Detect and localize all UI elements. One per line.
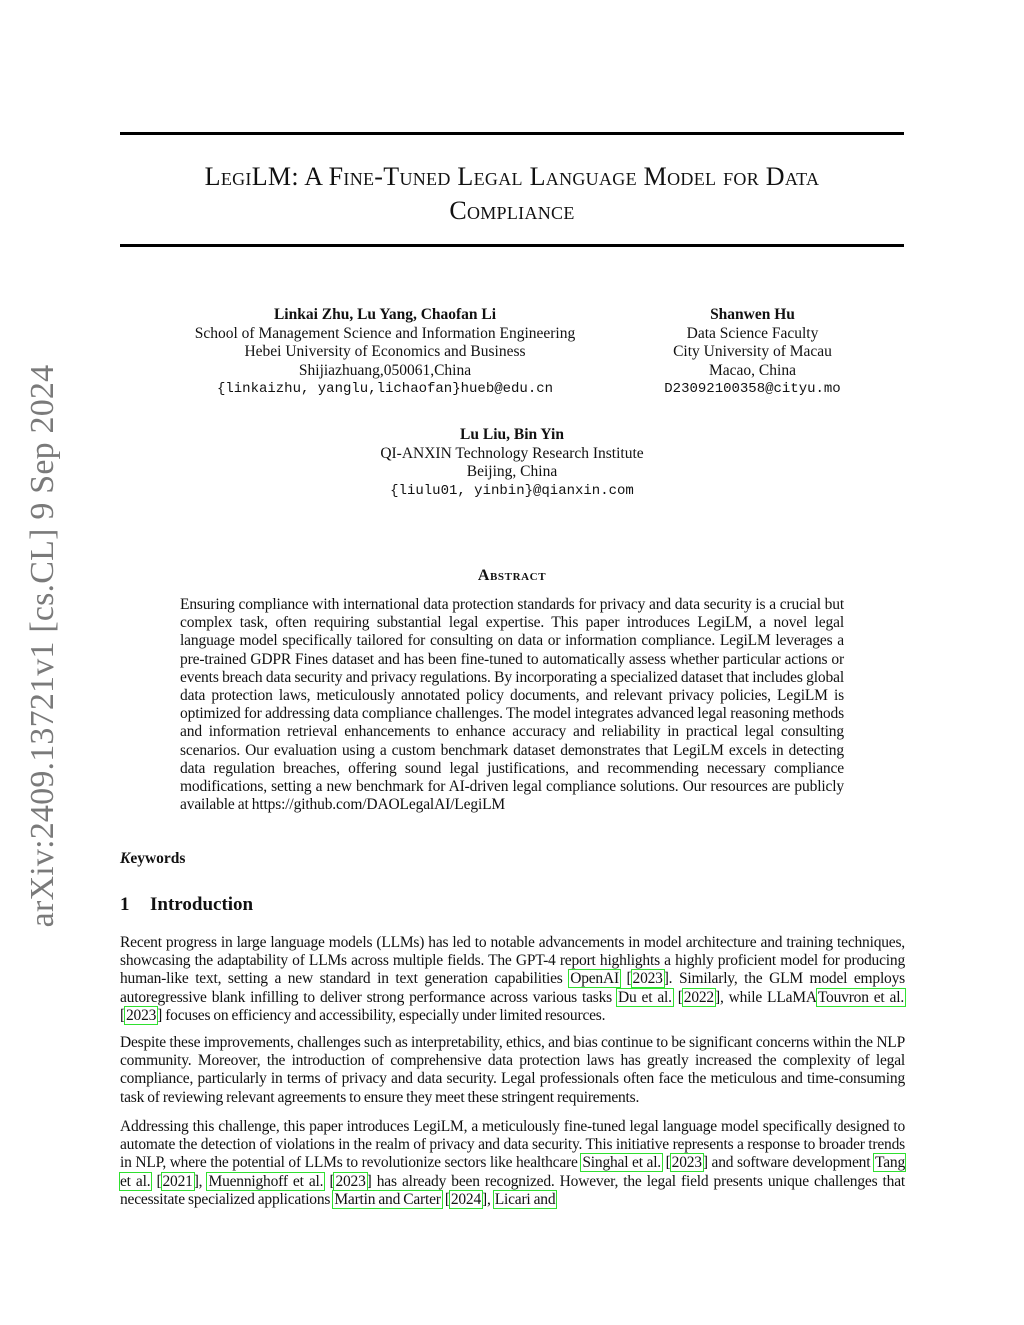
citation-year-link[interactable]: 2023 (125, 1006, 157, 1024)
section-heading-introduction (120, 894, 253, 916)
paragraph-text: [ (619, 970, 632, 988)
intro-paragraph-1 (120, 934, 905, 1025)
author-location: Beijing, China (466, 463, 558, 480)
author-affiliation: Hebei University of Economics and Business (244, 343, 526, 360)
citation-link[interactable]: Touvron et al. (817, 988, 905, 1006)
author-block-2 (640, 306, 865, 399)
paragraph-text: ] has already been recognized. However, the legal field presents unique challenges that necessitate specialized applications (120, 1172, 905, 1208)
author-location: Shijiazhuang,050061,China (298, 361, 472, 379)
citation-year-link[interactable]: 2024 (450, 1190, 482, 1208)
title-rule-bottom (120, 244, 904, 247)
author-affiliation: QI-ANXIN Technology Research Institute (380, 444, 644, 462)
paper-title (100, 160, 924, 228)
paragraph-text: ], (193, 1172, 208, 1190)
abstract-heading: Abstract (477, 567, 547, 584)
intro-paragraph-2: Despite these improvements, challenges such as interpretability, ethics, and bias continue to be significant concerns within the NLP community. Moreover, the introduction of comprehensive data protection laws has greatly increased the complexity of legal compliance, particularly in terms of privacy and data security. Legal professionals often face the meticulous and time-consuming task of reviewing relevant agreements to ensure they meet these stringent requirements. (120, 1034, 905, 1106)
author-names: Lu Liu, Bin Yin (460, 426, 564, 443)
author-names: Linkai Zhu, Lu Yang, Chaofan Li (273, 306, 497, 323)
citation-link[interactable]: OpenAI (570, 970, 619, 988)
intro-paragraph-3 (120, 1118, 905, 1209)
paragraph-text: [ (661, 1154, 671, 1172)
citation-year-link[interactable]: 2021 (162, 1172, 193, 1190)
author-names: Shanwen Hu (710, 306, 795, 323)
author-location: Macao, China (709, 361, 796, 379)
author-affiliation: City University of Macau (673, 343, 832, 360)
title-line-1: LegiLM: A Fine-Tuned Legal Language Model for Data (204, 162, 820, 191)
section-number: 1 (120, 894, 130, 915)
citation-year-link[interactable]: 2022 (683, 988, 714, 1006)
keywords-initial: K (120, 850, 131, 867)
paragraph-text: ] and software development (702, 1154, 875, 1172)
paragraph-text: Addressing this challenge, this paper introduces LegiLM, a meticulously fine-tuned legal language model specifically designed to automate the detection of violations in the realm of privacy and data security. This initiative represents a response to broader trends in NLP, where the potential of LLMs to revolutionize sectors like healthcare (120, 1118, 905, 1172)
paragraph-text: [ (441, 1190, 450, 1208)
title-rule-top (120, 132, 904, 135)
author-affiliation: School of Management Science and Information Engineering (194, 324, 576, 342)
author-email: {linkaizhu, yanglu,lichaofan}hueb@edu.cn (216, 381, 554, 397)
paragraph-text: ], (482, 1190, 494, 1208)
section-title: Introduction (150, 894, 254, 915)
citation-year-link[interactable]: 2023 (671, 1154, 702, 1172)
paragraph-text: [ (324, 1172, 335, 1190)
paragraph-text: ] focuses on efficiency and accessibility, especially under limited resources. (157, 1006, 606, 1024)
citation-link[interactable]: Muennighoff et al. (208, 1172, 324, 1190)
citation-link[interactable]: Tang et al. (120, 1154, 905, 1190)
paragraph-text: ], while LLaMA (714, 988, 817, 1006)
author-block-3 (330, 426, 694, 500)
title-line-2: Compliance (449, 196, 575, 225)
arxiv-identifier: arXiv:2409.13721v1 [cs.CL] 9 Sep 2024 (24, 364, 61, 928)
author-block-1 (170, 306, 600, 399)
paragraph-text: [ (120, 1006, 125, 1024)
author-email: {liulu01, yinbin}@qianxin.com (390, 482, 634, 499)
author-email: D23092100358@cityu.mo (664, 381, 841, 397)
paragraph-text: [ (672, 988, 683, 1006)
abstract-text: Ensuring compliance with international data protection standards for privacy and data security is a crucial but complex task, often requiring substantial legal expertise. This paper introduces LegiLM, a novel legal language model specifically tailored for consulting on data or information compliance. LegiLM leverages a pre-trained GDPR Fines dataset and has been fine-tuned to automatically assess whether particular actions or events breach data security and privacy regulations. By incorporating a specialized dataset that includes global data protection laws, meticulously annotated policy documents, and relevant privacy policies, LegiLM is optimized for addressing data compliance challenges. The model integrates advanced legal reasoning methods and information retrieval enhancements to enhance accuracy and reliability in practical legal consulting scenarios. Our evaluation using a custom benchmark dataset demonstrates that LegiLM excels in detecting data regulation breaches, offering sound legal justifications, and recommending necessary compliance modifications, setting a new benchmark for AI-driven legal compliance solutions. Our resources are publicly available at https://github.com/DAOLegalAI/LegiLM (180, 596, 844, 814)
paragraph-text: ]. Similarly, the GLM model employs autoregressive blank infilling to deliver strong performance across various tasks (120, 970, 905, 1006)
citation-year-link[interactable]: 2023 (632, 970, 663, 988)
paragraph-text: Recent progress in large language models (LLMs) has led to notable advancements in model architecture and training techniques, showcasing the adaptability of LLMs across multiple fields. The GPT-4 report highlights a highly proficient model for producing human-like text, setting a new standard in text generation capabilities (120, 934, 905, 988)
citation-link[interactable]: Licari and (494, 1190, 556, 1208)
keywords-label (120, 850, 185, 868)
citation-link[interactable]: Martin and Carter (334, 1190, 441, 1208)
keywords-rest: eywords (130, 850, 186, 867)
citation-year-link[interactable]: 2023 (335, 1172, 366, 1190)
citation-link[interactable]: Singhal et al. (582, 1154, 661, 1172)
author-affiliation: Data Science Faculty (686, 324, 819, 342)
paragraph-text: [ (151, 1172, 162, 1190)
citation-link[interactable]: Du et al. (618, 988, 672, 1006)
